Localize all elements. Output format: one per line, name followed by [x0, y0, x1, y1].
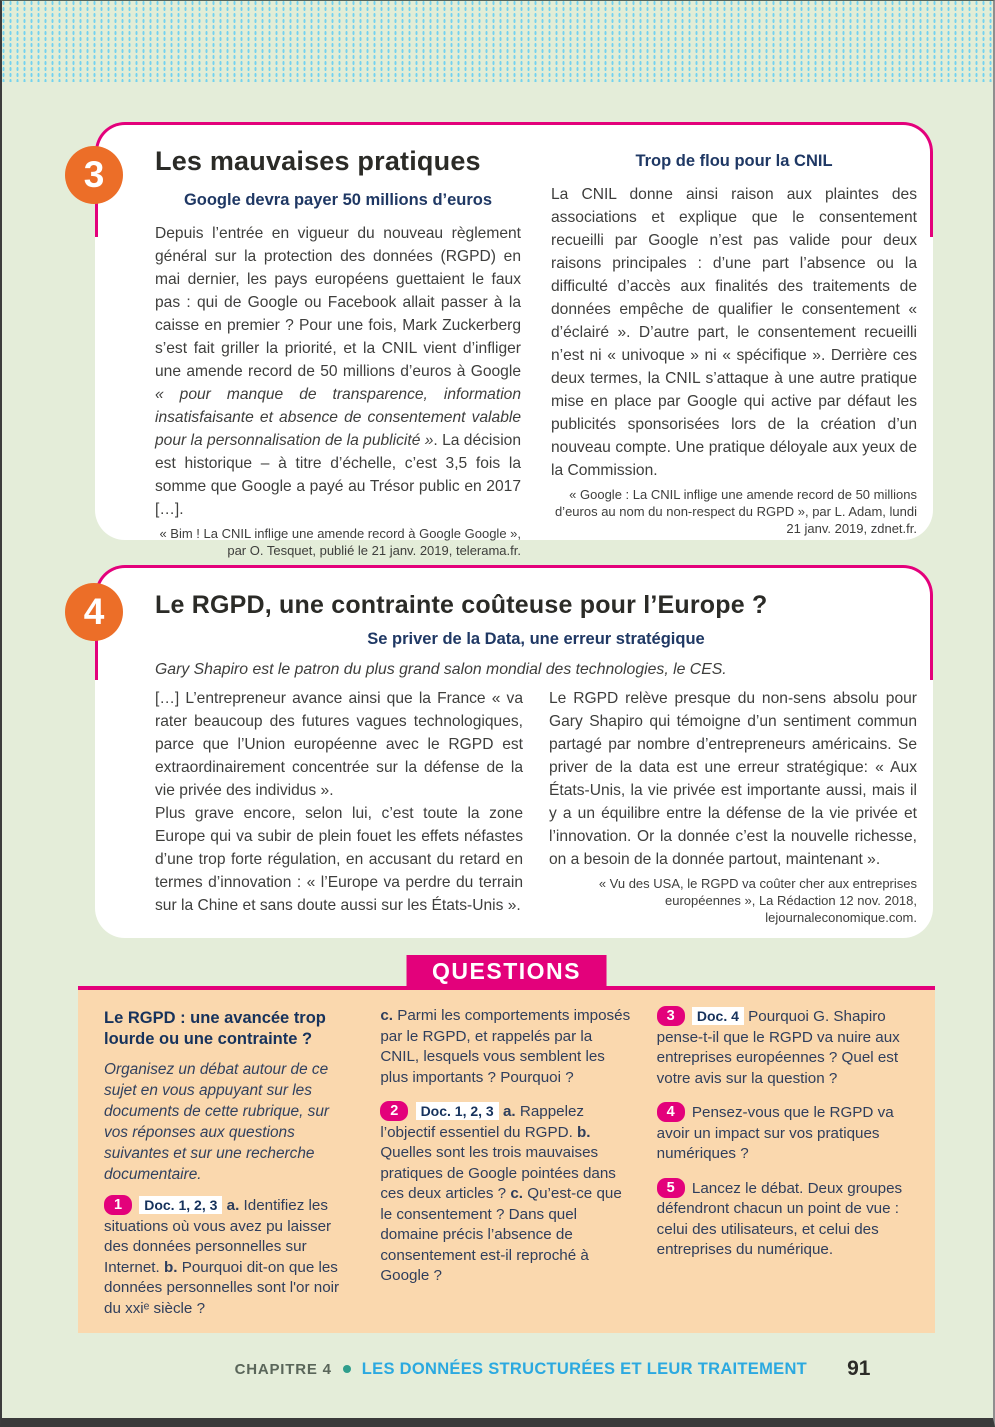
- question-text: Qu’est-ce que le consentement ? Dans quel domaine précis l’absence de consentement est-il reproché à Google ?: [380, 1185, 622, 1284]
- chapter-title: LES DONNÉES STRUCTURÉES ET LEUR TRAITEMENT: [361, 1359, 808, 1378]
- paragraph-text: . La décision est historique – à titre d’échelle, c’est 3,5 fois la somme que Google a payé au Trésor public en 2017 […].: [155, 432, 522, 518]
- question-item-3: [657, 1006, 909, 1089]
- sub-question-label: c.: [510, 1185, 524, 1202]
- doc-reference-chip: Doc. 4: [692, 1007, 744, 1025]
- questions-panel: [78, 958, 935, 1333]
- article-paragraph: Plus grave encore, selon lui, c’est toute la zone Europe qui va subir de plein fouet les effets néfastes d’une trop forte régulation, en accusant du retard en termes d’innovation : « l’Europe va perdre du terrain sur la Chine et sans doute aussi sur les États-Unis ».: [155, 805, 523, 914]
- article-paragraph: […] L’entrepreneur avance ainsi que la France « va rater beaucoup des futures vagues technologiques, parce que l’Union européenne avec le RGPD est extraordinairement concentrée sur la défense de la vie privée des individus ».: [155, 690, 523, 799]
- questions-column-2: [380, 1006, 632, 1333]
- chapter-label: CHAPITRE 4: [234, 1360, 332, 1378]
- question-number-badge: 2: [380, 1101, 408, 1121]
- question-text: Quelles sont les trois mauvaises pratiques de Google pointées dans ces deux articles ?: [380, 1144, 616, 1202]
- document-card-3: [83, 122, 933, 558]
- questions-columns: [78, 990, 935, 1333]
- section-number: 3: [83, 154, 105, 195]
- questions-header: QUESTIONS: [406, 955, 607, 989]
- question-item-1-continued: [380, 1006, 632, 1088]
- question-text: Parmi les comportements imposés par le RGPD, et rappelés par la CNIL, lesquels vous semblent les plus importants ? Pourquoi ?: [380, 1007, 631, 1086]
- article-source: « Google : La CNIL inflige une amende record de 50 millions d’euros au nom du non-respect du RGPD », par L. Adam, lundi 21 janv. 2019, zdnet.fr.: [554, 487, 917, 536]
- document-title: Les mauvaises pratiques: [155, 146, 481, 176]
- document-3-content: [95, 122, 933, 559]
- section-number-badge: [65, 146, 123, 204]
- article-heading: Trop de flou pour la CNIL: [635, 152, 833, 170]
- doc-reference-chip: Doc. 1, 2, 3: [416, 1102, 499, 1120]
- question-number-badge: 4: [657, 1102, 685, 1122]
- questions-intro: Organisez un débat autour de ce sujet en vous appuyant sur les documents de cette rubrique, sur vos réponses aux questions suivantes et sur une recherche documentaire.: [104, 1061, 329, 1183]
- doc-reference-chip: Doc. 1, 2, 3: [139, 1196, 222, 1214]
- question-item-5: [657, 1178, 909, 1261]
- questions-column-3: [657, 1006, 909, 1333]
- sub-question-label: c.: [380, 1007, 393, 1024]
- sub-question-label: b.: [577, 1123, 591, 1141]
- question-text: Pourquoi dit-on que les données personnelles sont l'or noir du xxiᵉ siècle ?: [104, 1258, 340, 1317]
- paragraph-text: Depuis l’entrée en vigueur du nouveau règlement général sur la protection des données (RGPD) en mai dernier, les pays européens guettaient le faux pas : qui de Google ou Facebook allait passer à la caisse en premier ? Pour une fois, Mark Zuckerberg s’est fait griller la priorité, et la CNIL vient d’infliger une amende record de 50 millions d’euros à Google: [155, 225, 521, 380]
- bullet-separator-icon: [343, 1365, 351, 1373]
- question-item-4: [657, 1102, 909, 1165]
- document-4-left-column: [155, 687, 523, 926]
- document-3-left-column: [155, 138, 521, 559]
- section-number-badge: [65, 583, 123, 641]
- article-paragraph: La CNIL donne ainsi raison aux plaintes des associations et explique que le consentement recueilli par Google n’est pas valide pour deux raisons principales : d’une part l’absence ou la difficulté d’accès aux finalités des traitements de données empêche de qualifier le consentement « d’éclairé ». D’autre part, le consentement recueilli n’est ni « univoque » ni « spécifique ». Derrière ces deux termes, la CNIL s’attaque à une autre pratique mise en place par Google qui active par défaut les publicités sponsorisées lors de la création d’un nouveau compte. Une pratique déloyale aux yeux de la Commission.: [551, 186, 917, 479]
- dot-pattern-band: [0, 0, 995, 82]
- question-item-2: [380, 1101, 632, 1287]
- sub-question-label: b.: [163, 1258, 178, 1276]
- question-number-badge: 1: [104, 1195, 132, 1215]
- questions-topic-title: Le RGPD : une avancée trop lourde ou une contrainte ?: [104, 1009, 326, 1048]
- article-paragraph: [155, 222, 521, 521]
- document-4-right-column: [549, 687, 917, 926]
- paragraph-quote-italic: « pour manque de transparence, information insatisfaisante et absence de consentement valable pour la personnalisation de la publicité »: [155, 386, 521, 449]
- article-intro: Gary Shapiro est le patron du plus grand salon mondial des technologies, le CES.: [155, 661, 727, 678]
- page-number: 91: [847, 1357, 871, 1380]
- question-text: Lancez le débat. Deux groupes défendront chacun un point de vue : celui des utilisateurs, et celui des entreprises du numérique.: [656, 1179, 903, 1258]
- questions-column-1: [104, 1006, 356, 1333]
- question-text: Pensez-vous que le RGPD va avoir un impact sur vos pratiques numériques ?: [656, 1104, 894, 1162]
- question-number-badge: 3: [657, 1006, 685, 1026]
- question-item-1: [104, 1195, 356, 1319]
- document-3-right-column: [551, 138, 917, 559]
- document-card-4: [83, 565, 933, 938]
- question-text: Identifiez les situations où vous avez pu laisser des données personnelles sur Internet.: [104, 1197, 332, 1276]
- question-text: Pourquoi G. Shapiro pense-t-il que le RGPD va nuire aux entreprises européennes ? Quel est votre avis sur la question ?: [656, 1008, 900, 1087]
- sub-question-label: a.: [502, 1103, 516, 1120]
- sub-question-label: a.: [226, 1197, 240, 1214]
- page-footer: [55, 1357, 995, 1381]
- question-number-badge: 5: [657, 1178, 685, 1198]
- question-text: Rappelez l’objectif essentiel du RGPD.: [380, 1103, 585, 1141]
- article-source: « Vu des USA, le RGPD va coûter cher aux entreprises européennes », La Rédaction 12 nov. 2018, lejournaleconomique.com.: [598, 876, 917, 925]
- article-heading: Google devra payer 50 millions d’euros: [183, 191, 493, 209]
- article-paragraph: Le RGPD relève presque du non-sens absolu pour Gary Shapiro qui témoigne d’un sentiment commun partagé par nombre d’entrepreneurs américains. Se priver de la data est une erreur stratégique: « Aux États-Unis, la vie privée est importante aussi, mais il y a un équilibre entre la défense de la vie privée et l’innovation. Or la donnée c’est la nouvelle richesse, on a besoin de la donnée partout, maintenant ».: [549, 690, 917, 868]
- section-number: 4: [83, 591, 105, 632]
- article-heading: Se priver de la Data, une erreur stratégique: [367, 630, 705, 648]
- article-source: « Bim ! La CNIL inflige une amende record à Google Google », par O. Tesquet, publié le 21 janv. 2019, telerama.fr.: [159, 526, 521, 558]
- document-title: Le RGPD, une contrainte coûteuse pour l’Europe ?: [155, 591, 768, 619]
- document-4-content: [95, 565, 933, 926]
- document-4-columns: [155, 687, 917, 926]
